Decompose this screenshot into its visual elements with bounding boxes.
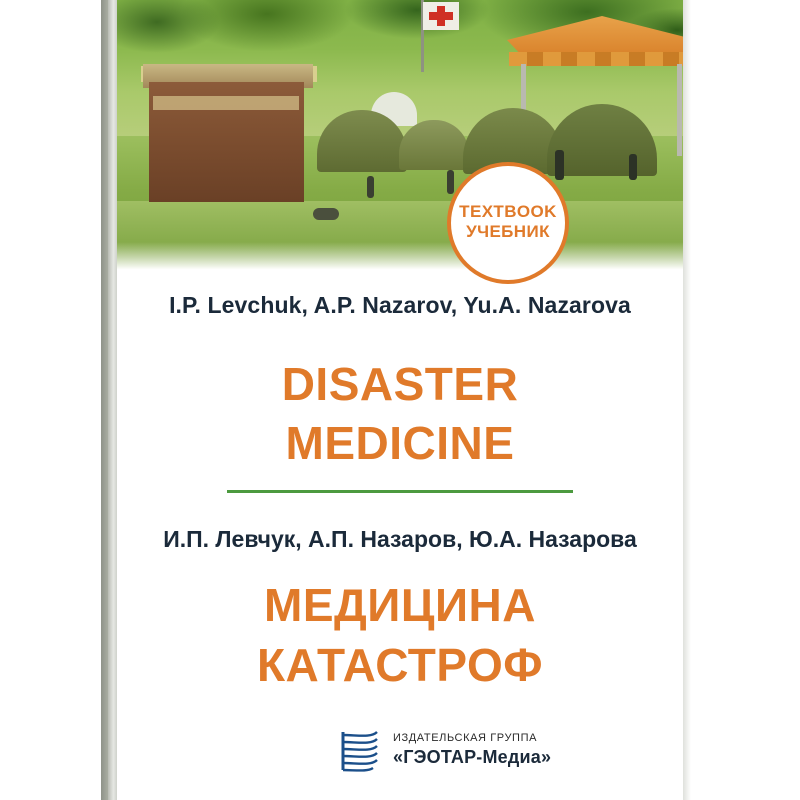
person-figure: [367, 176, 374, 198]
authors-english: I.P. Levchuk, A.P. Nazarov, Yu.A. Nazarova: [169, 292, 631, 318]
publisher-text: [393, 732, 551, 768]
textbook-badge: [447, 162, 569, 284]
page-edge: [683, 0, 691, 800]
person-figure: [447, 170, 454, 194]
publisher-group-label: ИЗДАТЕЛЬСКАЯ ГРУППА: [393, 732, 538, 744]
spine-outer-edge: [101, 0, 108, 800]
publisher-name: «ГЭОТАР-Медиа»: [393, 747, 552, 767]
title-russian: [117, 576, 683, 696]
title-english-line1: DISASTER: [281, 358, 519, 410]
red-cross-horizontal: [429, 12, 453, 20]
photo-bottom-fade: [117, 242, 683, 272]
cover-photo: [117, 0, 683, 272]
title-russian-line2: КАТАСТРОФ: [256, 638, 544, 691]
divider-rule: [227, 490, 573, 493]
title-english-line2: MEDICINE: [285, 416, 515, 469]
person-figure: [629, 154, 637, 180]
brown-structure-band: [153, 96, 299, 110]
person-figure: [555, 150, 564, 180]
title-russian-line1: МЕДИЦИНА: [264, 579, 536, 631]
title-english: [117, 355, 683, 473]
cover-front-face: [117, 0, 683, 800]
publisher-block: [337, 726, 667, 782]
badge-label-ru: УЧЕБНИК: [466, 222, 550, 242]
authors-russian: И.П. Левчук, А.П. Назаров, Ю.А. Назарова: [163, 526, 637, 552]
canopy-leg-right: [677, 64, 682, 156]
canopy-skirt: [509, 52, 683, 66]
publisher-logo-icon: [337, 728, 381, 774]
book-spine: [108, 0, 117, 800]
badge-label-en: TEXTBOOK: [459, 201, 557, 221]
equipment-box: [313, 208, 339, 220]
